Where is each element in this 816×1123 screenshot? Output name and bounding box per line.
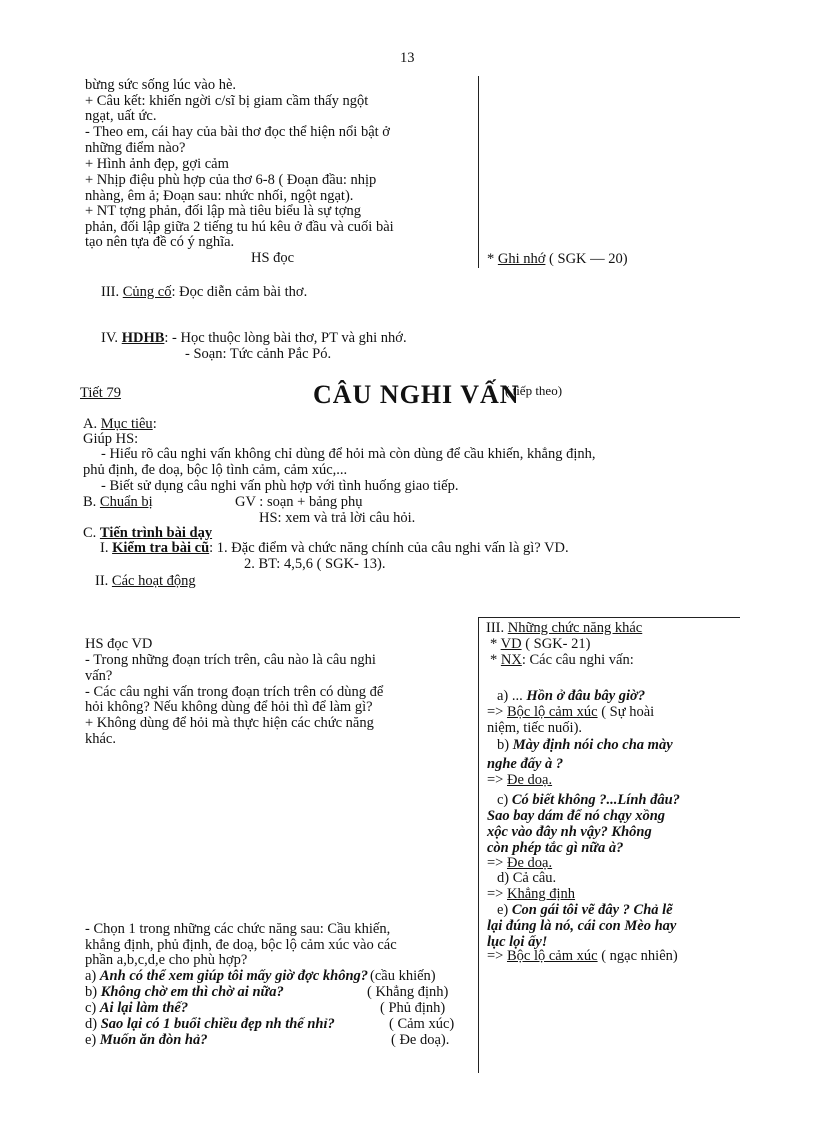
vd-prefix: *: [490, 636, 501, 652]
muc-tieu-item-2: - Biết sử dụng câu nghi vấn phù hợp với tình huống giao tiếp.: [101, 478, 459, 494]
exercise-prompt-cont: khẳng định, phủ định, đe doạ, bộc lộ cảm xúc vào các: [85, 937, 397, 953]
arrow: =>: [487, 772, 507, 788]
hs-doc-vd: HS đọc VD: [85, 636, 153, 652]
cung-co-rest: : Đọc diễn cảm bài thơ.: [171, 284, 308, 300]
item-a-function-cont: niệm, tiếc nuối).: [487, 720, 583, 736]
item-d-function: [487, 886, 575, 902]
hdhb-label: HDHB: [121, 330, 165, 346]
vd-label: VD: [500, 636, 522, 652]
function-label: Đe doạ.: [506, 855, 553, 871]
text-line: những điểm nào?: [85, 140, 186, 156]
text-line: tạo nên tựa đề có ý nghĩa.: [85, 234, 235, 250]
tien-trinh-heading: [83, 525, 212, 541]
item-b-function: [487, 772, 552, 788]
item-c-cont: xộc vào đây nh vậy? Không: [487, 824, 652, 840]
kiem-tra-bai-cu: [100, 540, 569, 556]
text-line: bừng sức sống lúc vào hè.: [85, 77, 237, 93]
arrow: =>: [487, 886, 507, 902]
item-a: [497, 688, 645, 704]
muc-tieu-item-1: - Hiểu rõ câu nghi vấn không chỉ dùng để hỏi mà còn dùng để cầu khiến, khẳng định,: [101, 446, 596, 462]
arrow: =>: [487, 704, 507, 720]
text-line: - Theo em, cái hay của bài thơ đọc thể hiện nổi bật ở: [85, 124, 390, 140]
lesson-subtitle: ( tiếp theo): [505, 383, 563, 398]
hoat-dong-label: Các hoạt động: [111, 573, 196, 589]
nx-rest: : Các câu nghi vấn:: [521, 652, 634, 668]
answer-2-cont: khác.: [85, 731, 116, 747]
function-rest: ( ngạc nhiên): [597, 948, 678, 964]
question-2: - Các câu nghi vấn trong đoạn trích trên có dùng để: [85, 684, 384, 700]
nx-line: [490, 652, 634, 668]
example-sentence: Sao lại có 1 buổi chiều đẹp nh thế nhỉ?: [100, 1016, 335, 1032]
chuan-bi-label: Chuẩn bị: [99, 494, 153, 510]
example-label: d): [85, 1016, 101, 1032]
example-d-answer: ( Cảm xúc): [389, 1016, 455, 1032]
nx-prefix: *: [490, 652, 501, 668]
item-c: [497, 792, 680, 808]
cung-co: [101, 284, 307, 300]
hdhb-prefix: IV.: [101, 330, 122, 346]
example-label: e): [85, 1032, 100, 1048]
heading-prefix: III.: [486, 620, 508, 636]
ghi-nho-label: Ghi nhớ: [497, 251, 546, 267]
item-sentence: Mày định nói cho cha mày: [512, 737, 673, 753]
example-c: [85, 1000, 188, 1016]
item-c-cont: Sao bay dám để nó chạy xồng: [487, 808, 666, 824]
chuan-bi-hs: HS: xem và trả lời câu hỏi.: [259, 510, 416, 526]
kiem-tra-question-2: 2. BT: 4,5,6 ( SGK- 13).: [244, 556, 386, 572]
cung-co-label: Củng cố: [122, 284, 172, 300]
text-line: + Nhịp điệu phù hợp của thơ 6-8 ( Đoạn đầu: nhịp: [85, 172, 377, 188]
nx-label: NX: [500, 652, 522, 668]
muc-tieu-intro: Giúp HS:: [83, 431, 139, 447]
right-column-top-border: [478, 617, 740, 618]
ghi-nho-rest: ( SGK — 20): [545, 251, 628, 267]
item-e-function: [487, 948, 678, 964]
arrow: =>: [487, 948, 507, 964]
arrow: =>: [487, 855, 507, 871]
example-label: a): [85, 968, 100, 984]
hdhb-line2: - Soạn: Tức cảnh Pắc Pó.: [185, 346, 332, 362]
item-sentence: Con gái tôi vẽ đây ? Chả lẽ: [511, 902, 673, 918]
item-label: e): [497, 902, 512, 918]
example-e-answer: ( Đe doạ).: [391, 1032, 450, 1048]
hdhb: [101, 330, 407, 346]
item-label: a) ...: [497, 688, 527, 704]
item-sentence: Có biết không ?...Lính đâu?: [511, 792, 680, 808]
chuc-nang-khac-heading: [486, 620, 642, 636]
text-line: ngạt, uất ức.: [85, 108, 157, 124]
muc-tieu-heading: [83, 416, 157, 432]
text-line: + Hình ảnh đẹp, gợi cảm: [85, 156, 229, 172]
bottom-column-divider: [478, 617, 479, 1073]
question-1: - Trong những đoạn trích trên, câu nào là câu nghi: [85, 652, 376, 668]
function-label: Bộc lộ cảm xúc: [506, 704, 598, 720]
cac-hoat-dong: [95, 573, 196, 589]
function-label: Bộc lộ cảm xúc: [506, 948, 598, 964]
answer-2: + Không dùng để hỏi mà thực hiện các chức năng: [85, 715, 374, 731]
example-a: [85, 968, 368, 984]
example-sentence: Anh có thể xem giúp tôi mấy giờ đợc không?: [99, 968, 369, 984]
example-sentence: Không chờ em thì chờ ai nữa?: [100, 984, 284, 1000]
example-e: [85, 1032, 207, 1048]
heading-label: Những chức năng khác: [507, 620, 643, 636]
item-b: [497, 737, 673, 753]
example-b-answer: ( Khẳng định): [367, 984, 449, 1000]
top-column-divider: [478, 76, 479, 268]
chuan-bi-heading: [83, 494, 153, 510]
cung-co-prefix: III.: [101, 284, 123, 300]
function-rest: ( Sự hoài: [597, 704, 655, 720]
item-label: c): [497, 792, 512, 808]
example-b: [85, 984, 284, 1000]
item-e-cont: lục lọi ấy!: [487, 934, 548, 950]
ghi-nho-prefix: *: [487, 251, 498, 267]
example-label: b): [85, 984, 101, 1000]
text-line: + NT tợng phản, đối lập mà tiêu biểu là sự tợng: [85, 203, 361, 219]
item-e-cont: lại đúng là nó, cái con Mèo hay: [487, 918, 677, 934]
vd-rest: ( SGK- 21): [521, 636, 591, 652]
item-a-function: [487, 704, 654, 720]
chuan-bi-gv: GV : soạn + bảng phụ: [235, 494, 363, 510]
example-sentence: Muốn ăn đòn hả?: [99, 1032, 208, 1048]
example-label: c): [85, 1000, 100, 1016]
kiem-tra-label: Kiểm tra bài cũ: [112, 540, 210, 556]
item-d: d) Cả câu.: [497, 870, 557, 886]
example-d: [85, 1016, 335, 1032]
lesson-number: Tiết 79: [80, 385, 121, 401]
muc-tieu-label: Mục tiêu: [100, 416, 153, 432]
function-label: Đe doạ.: [506, 772, 553, 788]
question-1-cont: vấn?: [85, 668, 113, 684]
hdhb-rest: : - Học thuộc lòng bài thơ, PT và ghi nhớ.: [164, 330, 407, 346]
vd-line: [490, 636, 590, 652]
item-b-cont: nghe đấy à ?: [487, 756, 564, 772]
question-2-cont: hỏi không? Nếu không dùng để hỏi thì để làm gì?: [85, 699, 373, 715]
tien-trinh-prefix: C.: [83, 525, 100, 541]
item-e: [497, 902, 673, 918]
page-number: 13: [400, 50, 415, 66]
exercise-prompt: - Chọn 1 trong những các chức năng sau: Cầu khiến,: [85, 921, 391, 937]
hs-doc-label: HS đọc: [251, 250, 295, 266]
hoat-dong-prefix: II.: [95, 573, 112, 589]
function-label: Khẳng định: [506, 886, 576, 902]
item-c-function: [487, 855, 552, 871]
text-line: + Câu kết: khiến ngời c/sĩ bị giam cầm thấy ngột: [85, 93, 369, 109]
muc-tieu-prefix: A.: [83, 416, 101, 432]
example-c-answer: ( Phủ định): [380, 1000, 446, 1016]
kiem-tra-prefix: I.: [100, 540, 113, 556]
muc-tieu-rest: :: [152, 416, 157, 432]
kiem-tra-question-1: : 1. Đặc điểm và chức năng chính của câu nghi vấn là gì? VD.: [209, 540, 569, 556]
text-line: phản, đối lập giữa 2 tiếng tu hú kêu ở đầu và cuối bài: [85, 219, 394, 235]
lesson-title: CÂU NGHI VẤN: [313, 380, 520, 409]
ghi-nho: [487, 251, 628, 267]
example-a-answer: (cầu khiến): [370, 968, 436, 984]
example-sentence: Ai lại làm thế?: [99, 1000, 189, 1016]
item-c-cont: còn phép tắc gì nữa à?: [487, 840, 624, 856]
item-sentence: Hồn ở đâu bây giờ?: [526, 688, 646, 704]
item-label: b): [497, 737, 513, 753]
muc-tieu-item-1-cont: phủ định, đe doạ, bộc lộ tình cảm, cảm xúc,...: [83, 462, 348, 478]
chuan-bi-prefix: B.: [83, 494, 100, 510]
text-line: nhàng, êm ả; Đoạn sau: nhức nhối, ngột ngạt).: [85, 188, 354, 204]
tien-trinh-label: Tiến trình bài dạy: [99, 525, 213, 541]
exercise-prompt-cont: phần a,b,c,d,e cho phù hợp?: [85, 952, 248, 968]
